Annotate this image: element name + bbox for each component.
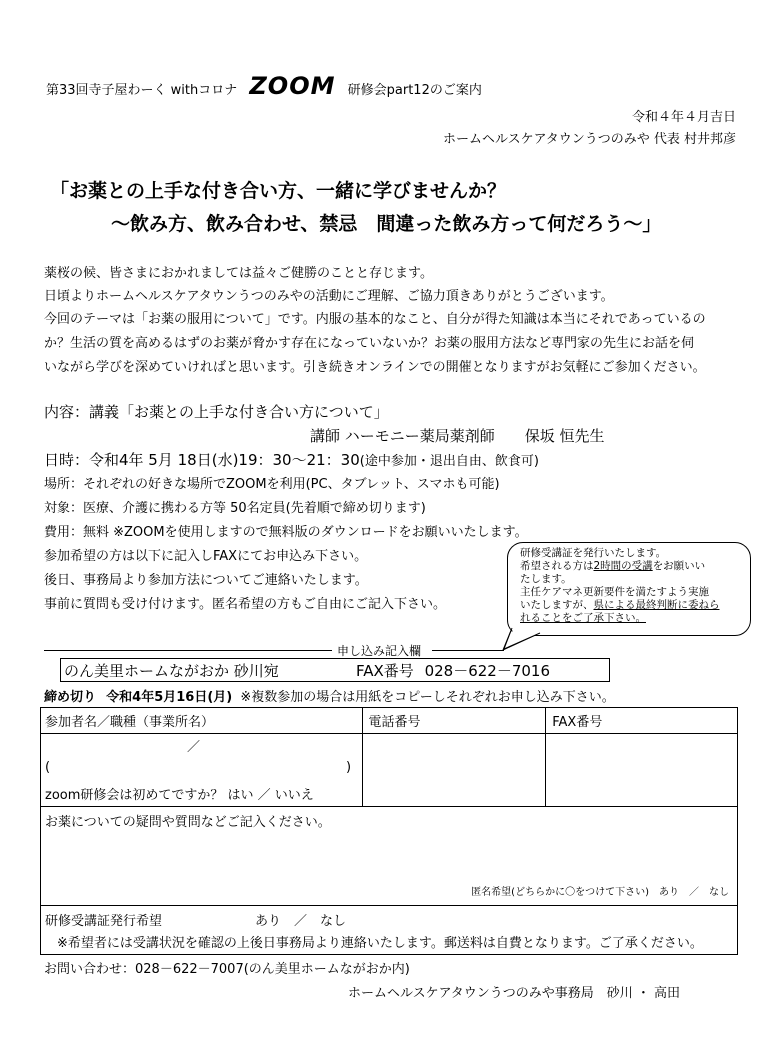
intro-line-3: 今回のテーマは「お薬の服用について」です。内服の基本的なこと、自分が得た知識は本当にそれであっているの [44, 312, 706, 327]
target-line: 対象：医療、介護に携わる方等 50名定員(先着順で締め切ります) [44, 501, 426, 516]
certificate-note: ※希望者には受講状況を確認の上後日事務局より連絡いたします。郵送料は自費となります。ご了承ください。 [57, 936, 703, 951]
fee-line: 費用：無料 ※ZOOMを使用しますので無料版のダウンロードをお願いいたします。 [44, 525, 528, 540]
apply-line-2: 後日、事務局より参加方法についてご連絡いたします。 [44, 573, 368, 588]
fax-recipient: のん美里ホームながおか 砂川宛 [64, 662, 279, 680]
datetime-line [44, 449, 539, 470]
office-paren-open: ( [45, 760, 51, 775]
organizer: ホームヘルスケアタウンうつのみや 代表 村井邦彦 [443, 132, 736, 147]
lecturer-line: 講師 ハーモニー薬局薬剤師 保坂 恒先生 [310, 427, 605, 445]
intro-line-4: か？生活の質を高めるはずのお薬が脅かす存在になっていないか？お薬の服用方法など専門家の先生にお話を伺 [44, 336, 695, 351]
intro-line-1: 薬桜の候、皆さまにおかれましては益々ご健勝のことと存じます。 [44, 266, 433, 281]
issue-date: 令和４年４月吉日 [631, 110, 736, 125]
application-section-title: 申し込み記入欄 [337, 644, 422, 658]
participant-row [41, 734, 738, 807]
zoom-logo-text: ZOOM [249, 72, 336, 100]
callout-line-3: たします。 [520, 573, 572, 585]
content-line: 内容：講義「お薬との上手な付き合い方について」 [44, 403, 389, 421]
event-title-suffix: 研修会part12のご案内 [347, 83, 482, 98]
deadline-label: 締め切り [44, 690, 97, 705]
questions-cell[interactable] [41, 807, 738, 906]
datetime-main: 日時：令和4年 5月 18日(水)19：30～21：30 [44, 451, 360, 469]
headline-line2: ～飲み方、飲み合わせ、禁忌 間違った飲み方って何だろう～」 [111, 213, 662, 235]
callout-line-4: 主任ケアマネ更新要件を満たすよう実施 [520, 586, 709, 598]
zoom-first-time-question: zoom研修会は初めてですか？ はい ／ いいえ [45, 788, 314, 803]
questions-prompt: お薬についての疑問や質問などご記入ください。 [45, 815, 331, 830]
name-job-slash: ／ [187, 740, 201, 755]
questions-row [41, 807, 738, 906]
datetime-note: (途中参加・退出自由、飲食可) [359, 454, 539, 469]
event-title [46, 72, 482, 100]
col-phone-header: 電話番号 [362, 708, 546, 734]
fax-number-row [356, 660, 550, 681]
apply-line-3: 事前に質問も受け付けます。匿名希望の方もご自由にご記入下さい。 [44, 597, 446, 612]
deadline-note: ※複数参加の場合は用紙をコピーしそれぞれお申し込み下さい。 [240, 690, 615, 705]
fax-number-cell[interactable] [546, 734, 738, 807]
col-name-header: 参加者名／職種（事業所名） [41, 708, 363, 734]
phone-number-cell[interactable] [362, 734, 546, 807]
callout-emphasis-hours: 2時間の受講 [593, 560, 653, 572]
contact-line: お問い合わせ：028－622－7007(のん美里ホームながおか内) [44, 962, 410, 977]
callout-line-6: れることをご了承下さい。 [520, 612, 646, 624]
certificate-callout-text [520, 547, 746, 625]
section-divider-left [44, 650, 332, 651]
apply-line-1: 参加希望の方は以下に記入しFAXにてお申込み下さい。 [44, 549, 368, 564]
fax-number: 028－622－7016 [424, 662, 551, 680]
form-header-row [41, 708, 738, 734]
certificate-row [41, 906, 738, 955]
event-title-prefix: 第33回寺子屋わーく withコロナ [46, 83, 238, 98]
intro-line-2: 日頃よりホームヘルスケアタウンうつのみやの活動にご理解、ご協力頂きありがとうございます。 [44, 289, 614, 304]
certificate-cell[interactable] [41, 906, 738, 955]
application-form [40, 707, 738, 955]
certificate-label: 研修受講証発行希望 [45, 914, 163, 929]
anonymous-option: 匿名希望(どちらかに〇をつけて下さい) あり ／ なし [471, 887, 729, 898]
callout-line-1: 研修受講証を発行いたします。 [520, 547, 667, 559]
intro-line-5: いながら学びを深めていければと思います。引き続きオンラインでの開催となりますがお気軽にご参加ください。 [44, 360, 706, 375]
deadline-line [44, 686, 615, 705]
certificate-options: あり ／ なし [255, 914, 347, 929]
col-fax-header: FAX番号 [546, 708, 738, 734]
office-paren-close: ) [346, 760, 352, 775]
deadline-date: 令和4年5月16日(月) [106, 690, 233, 705]
headline-line1: 「お薬との上手な付き合い方、一緒に学びませんか？ [50, 180, 507, 202]
callout-line-2: 希望される方は2時間の受講をお願いい [520, 560, 706, 572]
place-line: 場所：それぞれの好きな場所でZOOMを利用(PC、タブレット、スマホも可能) [44, 477, 500, 492]
office-line: ホームヘルスケアタウンうつのみや事務局 砂川 ・ 高田 [348, 986, 680, 1001]
section-divider-right [432, 650, 504, 651]
callout-emphasis-judgement: 県による最終判断に委ねら [593, 599, 720, 611]
participant-name-cell[interactable] [41, 734, 363, 807]
fax-label: FAX番号 [356, 662, 414, 680]
callout-line-5: いたしますが、県による最終判断に委ねら [520, 599, 720, 611]
